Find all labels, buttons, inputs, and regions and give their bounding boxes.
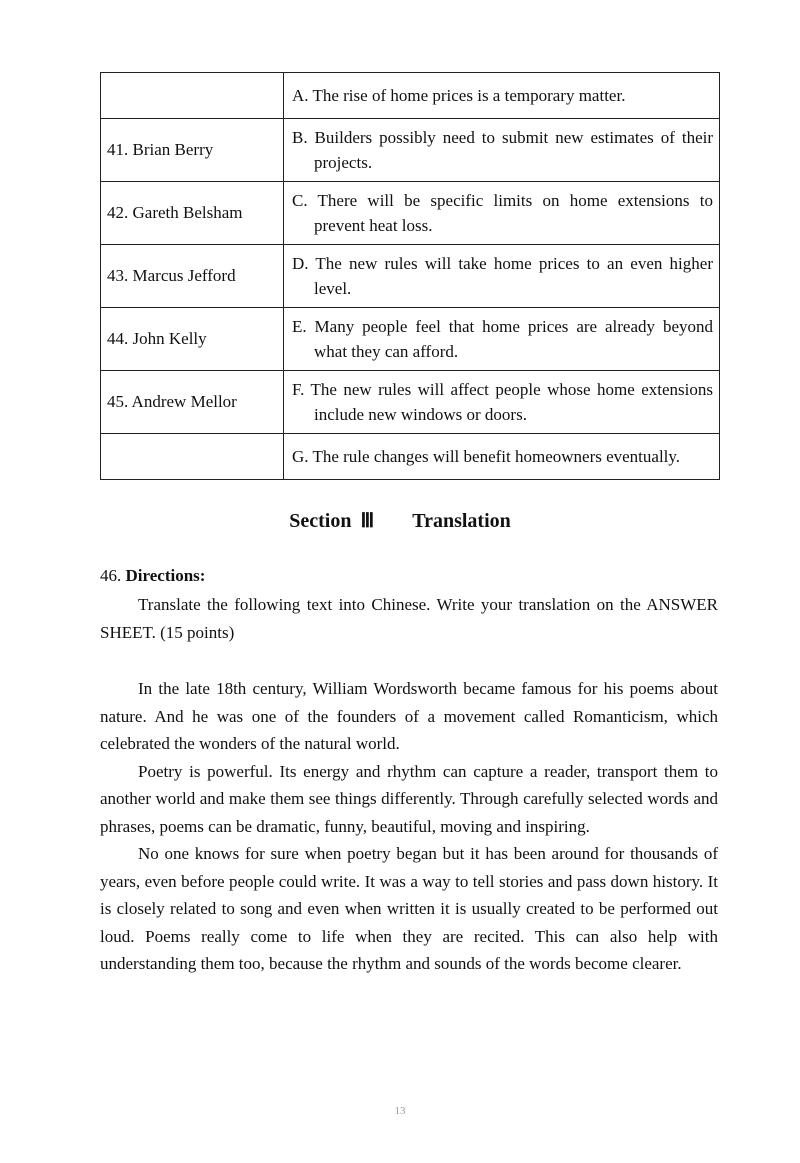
statement-option: G. The rule changes will benefit homeowners eventually. [292, 447, 681, 466]
table-row [101, 308, 720, 371]
statement-option: C. There will be specific limits on home extensions to prevent heat loss. [292, 191, 713, 235]
question-number: 46. [100, 566, 122, 585]
passage-paragraph: In the late 18th century, William Wordsworth became famous for his poems about nature. And he was one of the founders of a movement called Romanticism, which celebrated the wonders of the natural world. [100, 679, 718, 753]
question-label [100, 566, 205, 586]
statement-option: B. Builders possibly need to submit new estimates of their projects. [292, 128, 713, 172]
section-numeral: Ⅲ [360, 510, 375, 532]
table-row [101, 119, 720, 182]
statement-option: F. The new rules will affect people whose home extensions include new windows or doors. [292, 380, 713, 424]
person-name: 44. John Kelly [101, 308, 284, 371]
table-row [101, 73, 720, 119]
statement-option: E. Many people feel that home prices are already beyond what they can afford. [292, 317, 713, 361]
section-title: Translation [412, 510, 511, 532]
section-word: Section [289, 510, 352, 532]
section-heading [0, 508, 800, 533]
directions-label: Directions: [125, 566, 206, 585]
directions-text: Translate the following text into Chinese. Write your translation on the ANSWER SHEET. (15 points) [100, 595, 718, 642]
table-row [101, 371, 720, 434]
matching-table [100, 72, 720, 480]
person-name [101, 73, 284, 119]
person-name: 43. Marcus Jefford [101, 245, 284, 308]
table-row [101, 434, 720, 480]
passage-paragraph: Poetry is powerful. Its energy and rhythm can capture a reader, transport them to another world and make them see things differently. Through carefully selected words and phrases, poems can be dramatic, funny, beautiful, moving and inspiring. [100, 761, 718, 836]
person-name [101, 434, 284, 480]
person-name: 45. Andrew Mellor [101, 371, 284, 434]
person-name: 42. Gareth Belsham [101, 182, 284, 245]
page-number: 13 [394, 1105, 406, 1117]
passage-paragraph: No one knows for sure when poetry began but it has been around for thousands of years, even before people could write. It was a way to tell stories and pass down history. It is closely related to song and even when written it is usually created to be performed out loud. Poems really come to life when they are recited. This can also help with understanding them too, because the rhythm and sounds of the words become clearer. [100, 844, 718, 973]
table-row [101, 245, 720, 308]
person-name: 41. Brian Berry [101, 119, 284, 182]
translation-passage [100, 675, 718, 978]
directions-block [100, 591, 718, 646]
statement-option: A. The rise of home prices is a temporary matter. [292, 86, 626, 105]
table-row [101, 182, 720, 245]
statement-option: D. The new rules will take home prices to an even higher level. [292, 254, 713, 298]
